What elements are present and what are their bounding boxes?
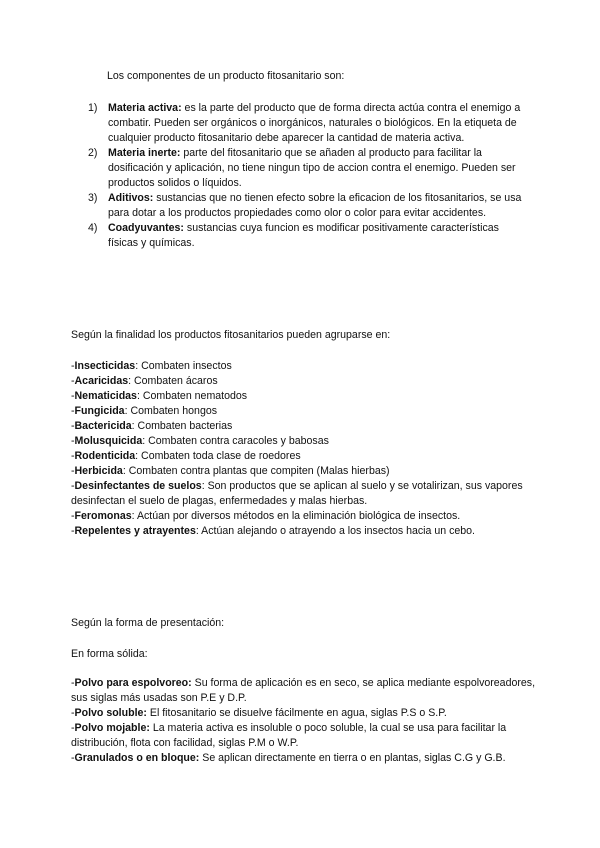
item-term: Herbicida xyxy=(74,465,123,477)
item-prefix: - xyxy=(71,420,75,432)
item-prefix: - xyxy=(71,360,75,372)
item-description: : Actúan por diversos métodos en la eliminación biológica de insectos. xyxy=(131,510,461,522)
presentacion-list xyxy=(71,676,541,766)
item-prefix: - xyxy=(71,405,75,417)
item-description: : Son productos que se aplican al suelo y se votalirizan, sus vapores desinfectan el suelo de plagas, enfermedades y malas hierbas. xyxy=(71,480,523,507)
item-term: Polvo soluble: xyxy=(74,707,147,719)
item-prefix: - xyxy=(71,375,75,387)
item-prefix: - xyxy=(71,722,75,734)
presentacion-subheading: En forma sólida: xyxy=(71,648,148,660)
finalidad-item xyxy=(71,509,541,524)
item-description: : Combaten insectos xyxy=(135,360,232,372)
finalidad-item xyxy=(71,419,541,434)
finalidad-list xyxy=(71,359,541,539)
component-item xyxy=(88,221,528,251)
item-term: Polvo para espolvoreo: xyxy=(74,677,192,689)
item-prefix: - xyxy=(71,677,75,689)
item-term: Nematicidas xyxy=(74,390,137,402)
item-term: Polvo mojable: xyxy=(74,722,150,734)
item-description: sustancias que no tienen efecto sobre la eficacion de los fitosanitarios, se usa para dotar a los productos propiedades como olor o color para evitar accidentes. xyxy=(108,192,522,219)
item-number: 2) xyxy=(88,147,98,159)
item-term: Bactericida xyxy=(74,420,132,432)
item-term: Granulados o en bloque: xyxy=(74,752,200,764)
item-term: Materia activa: xyxy=(108,102,182,114)
component-item xyxy=(88,191,528,221)
finalidad-item xyxy=(71,374,541,389)
item-term: Acaricidas xyxy=(74,375,129,387)
item-description: El fitosanitario se disuelve fácilmente en agua, siglas P.S o S.P. xyxy=(146,707,447,719)
presentacion-heading: Según la forma de presentación: xyxy=(71,617,225,629)
item-description: : Combaten contra caracoles y babosas xyxy=(142,435,329,447)
item-prefix: - xyxy=(71,450,75,462)
item-prefix: - xyxy=(71,465,75,477)
finalidad-item xyxy=(71,359,541,374)
presentacion-item xyxy=(71,751,541,766)
finalidad-heading: Según la finalidad los productos fitosanitarios pueden agruparse en: xyxy=(71,329,391,341)
item-description: : Combaten hongos xyxy=(124,405,218,417)
item-prefix: - xyxy=(71,707,75,719)
item-description: La materia activa es insoluble o poco soluble, la cual se usa para facilitar la distribución, flota con facilidad, siglas P.M o W.P. xyxy=(71,722,507,749)
presentacion-item xyxy=(71,706,541,721)
item-description: Su forma de aplicación es en seco, se aplica mediante espolvoreadores, sus siglas más usadas son P.E y D.P. xyxy=(71,677,536,704)
finalidad-item xyxy=(71,389,541,404)
item-prefix: - xyxy=(71,525,75,537)
finalidad-item xyxy=(71,479,541,509)
item-term: Insecticidas xyxy=(74,360,136,372)
item-description: : Combaten ácaros xyxy=(128,375,218,387)
item-term: Coadyuvantes: xyxy=(108,222,184,234)
finalidad-item xyxy=(71,524,541,539)
item-number: 1) xyxy=(88,102,98,114)
item-prefix: - xyxy=(71,510,75,522)
finalidad-item xyxy=(71,434,541,449)
item-term: Molusquicida xyxy=(74,435,143,447)
item-description: Se aplican directamente en tierra o en plantas, siglas C.G y G.B. xyxy=(199,752,506,764)
presentacion-item xyxy=(71,721,541,751)
item-prefix: - xyxy=(71,480,75,492)
item-number: 3) xyxy=(88,192,98,204)
item-term: Materia inerte: xyxy=(108,147,181,159)
item-prefix: - xyxy=(71,435,75,447)
item-term: Desinfectantes de suelos xyxy=(74,480,202,492)
item-description: sustancias cuya funcion es modificar positivamente características físicas y químicas. xyxy=(108,222,499,249)
finalidad-item xyxy=(71,404,541,419)
intro-text: Los componentes de un producto fitosanitario son: xyxy=(107,70,345,82)
item-description: parte del fitosanitario que se añaden al producto para facilitar la dosificación y aplicación, no tiene ningun tipo de accion contra el enemigo. Pueden ser productos solidos o líquidos. xyxy=(108,147,516,189)
item-number: 4) xyxy=(88,222,98,234)
item-description: : Combaten toda clase de roedores xyxy=(135,450,301,462)
item-term: Rodenticida xyxy=(74,450,136,462)
item-term: Aditivos: xyxy=(108,192,154,204)
presentacion-item xyxy=(71,676,541,706)
component-item xyxy=(88,101,528,146)
item-description: : Actúan alejando o atrayendo a los insectos hacia un cebo. xyxy=(195,525,476,537)
item-description: : Combaten nematodos xyxy=(136,390,248,402)
item-description: : Combaten contra plantas que compiten (Malas hierbas) xyxy=(122,465,390,477)
item-term: Repelentes y atrayentes xyxy=(74,525,196,537)
components-list xyxy=(88,101,528,251)
item-description: : Combaten bacterias xyxy=(131,420,233,432)
item-term: Fungicida xyxy=(74,405,125,417)
component-item xyxy=(88,146,528,191)
item-term: Feromonas xyxy=(74,510,132,522)
item-prefix: - xyxy=(71,390,75,402)
item-description: es la parte del producto que de forma directa actúa contra el enemigo a combatir. Pueden ser orgánicos o inorgánicos, naturales o biológicos. En la etiqueta de cualquier producto fitosanitario debe aparecer la cantidad de materia activa. xyxy=(108,102,521,144)
finalidad-item xyxy=(71,449,541,464)
finalidad-item xyxy=(71,464,541,479)
item-prefix: - xyxy=(71,752,75,764)
